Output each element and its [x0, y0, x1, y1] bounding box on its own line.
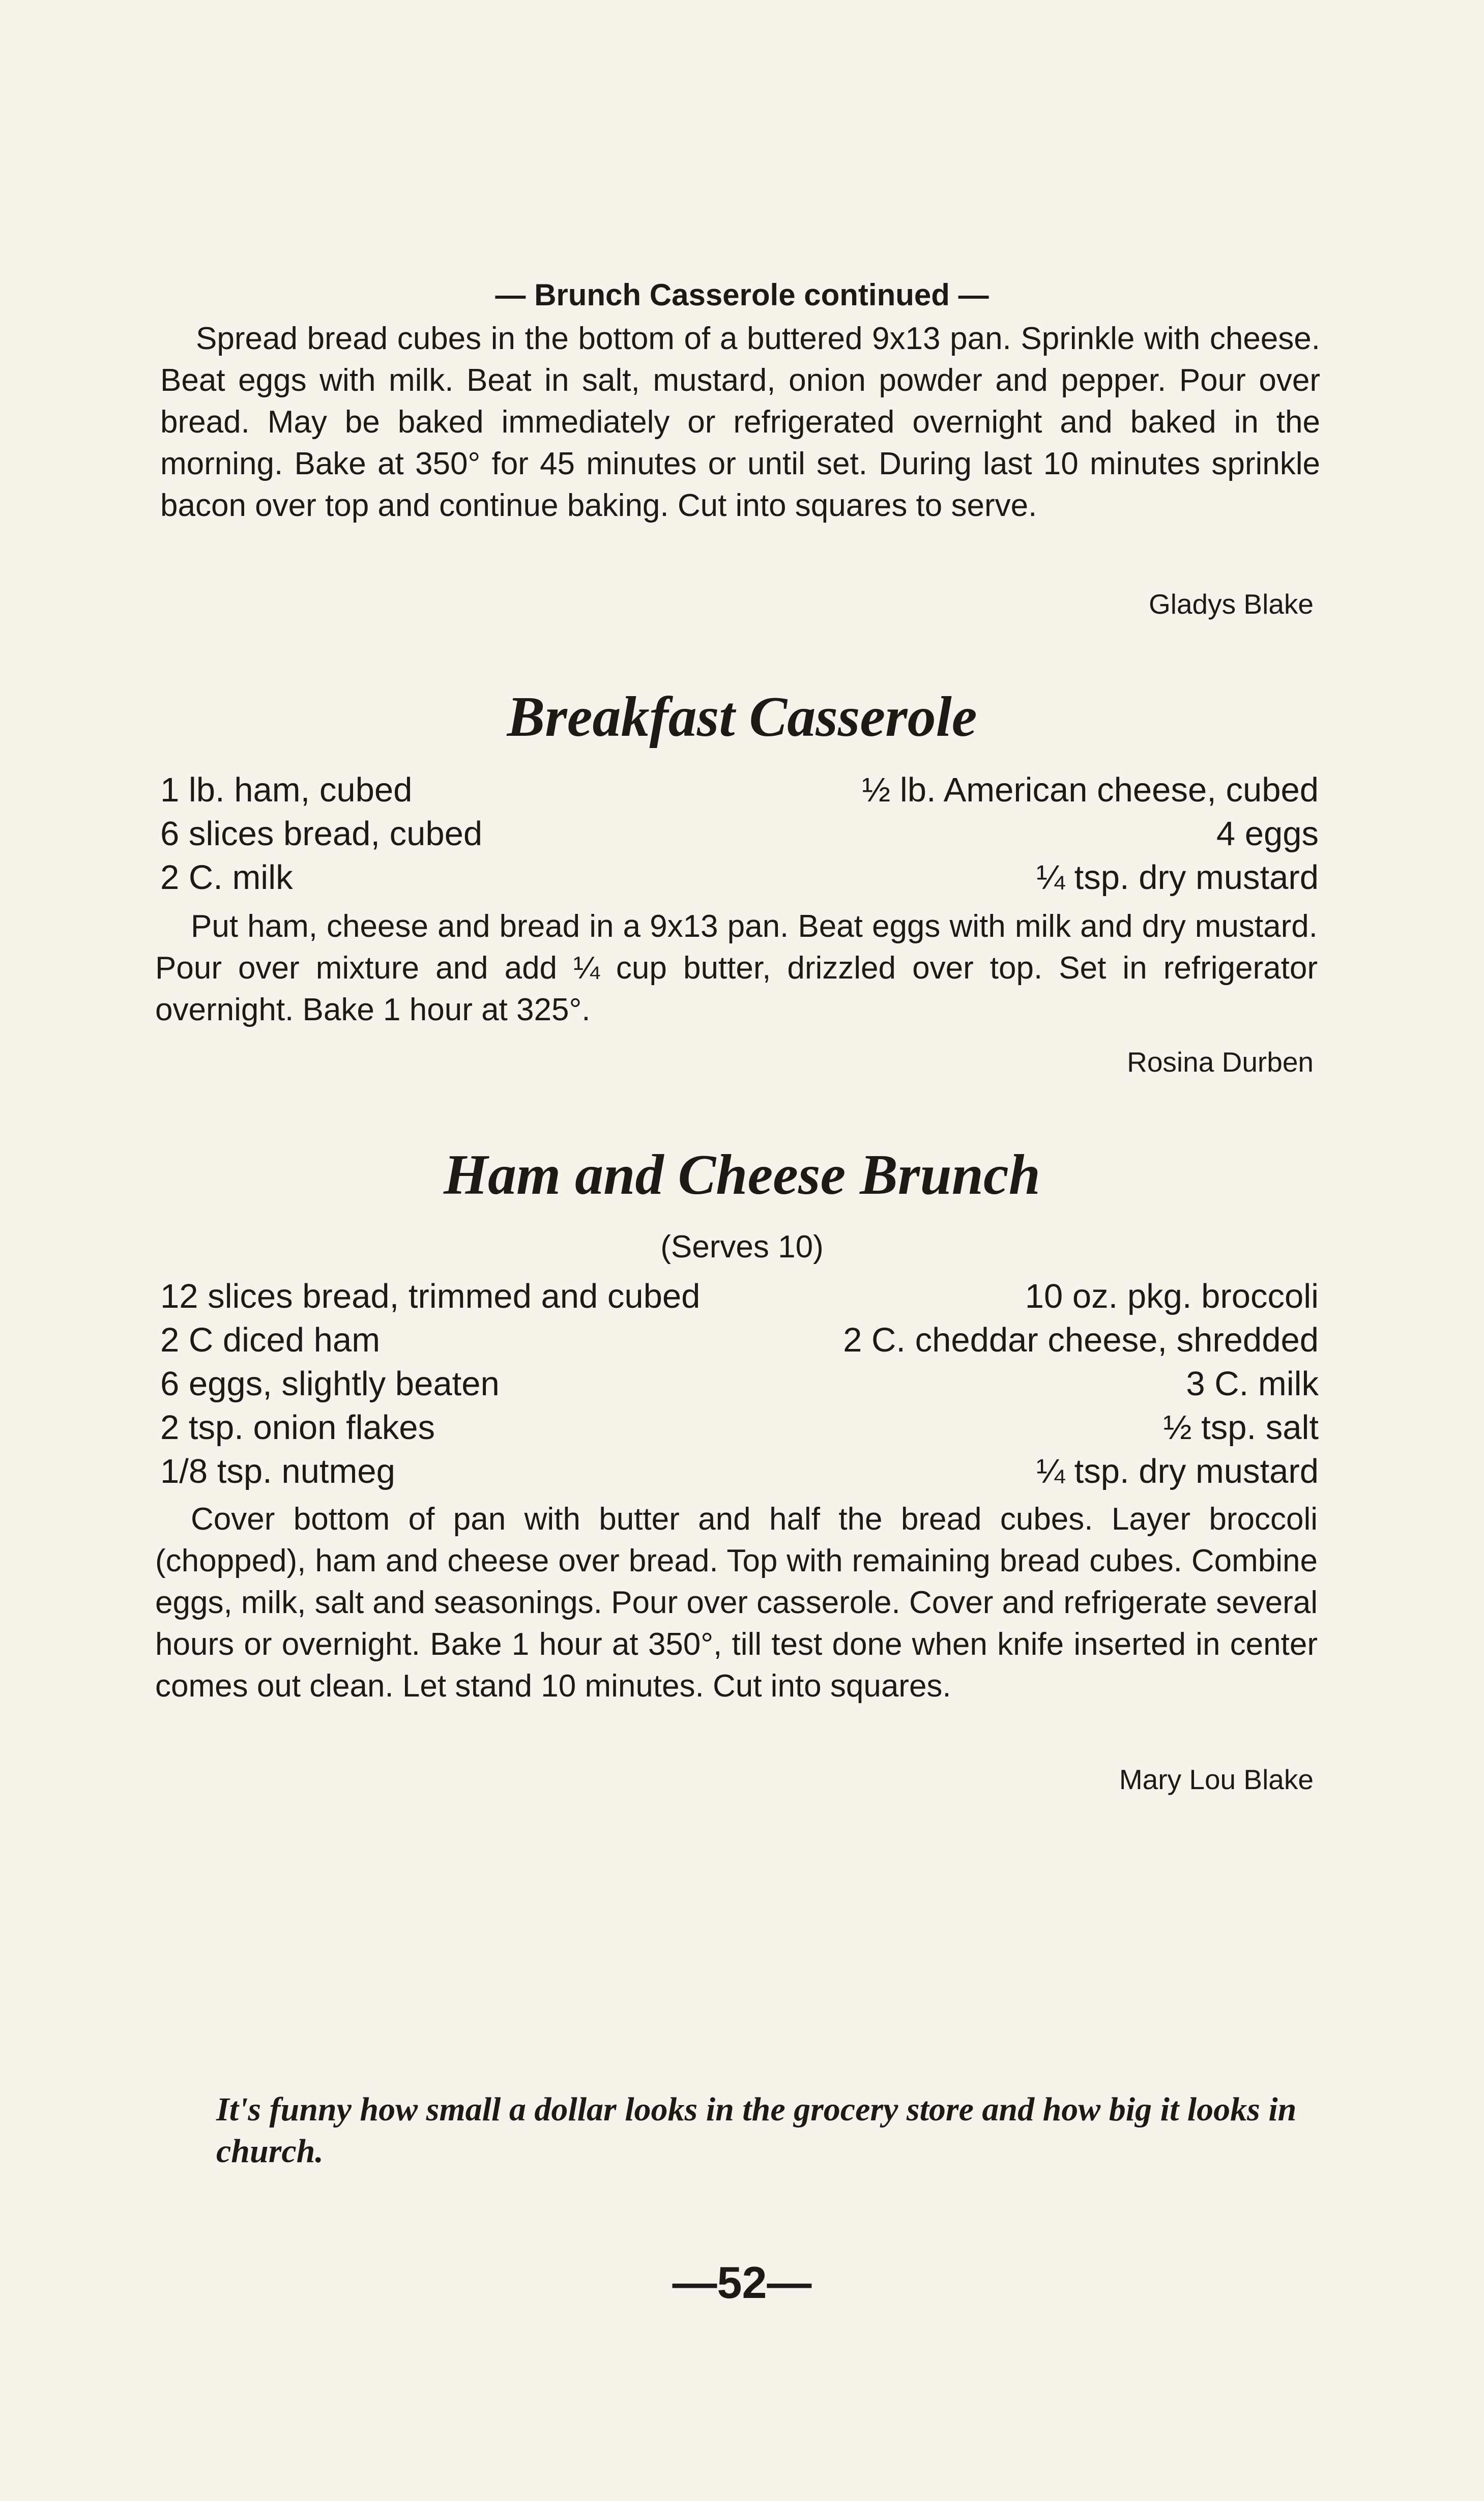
- ingredient-right: 3 C. milk: [1186, 1365, 1319, 1403]
- ingredient-left: 6 eggs, slightly beaten: [160, 1365, 500, 1403]
- ingredient-left: 12 slices bread, trimmed and cubed: [160, 1277, 701, 1315]
- ingredient-left: 6 slices bread, cubed: [160, 815, 483, 853]
- breakfast-casserole-title: Breakfast Casserole: [507, 685, 977, 749]
- breakfast-casserole-credit: Rosina Durben: [1127, 1046, 1314, 1078]
- continued-header: — Brunch Casserole continued —: [495, 278, 989, 312]
- ingredient-left: 2 tsp. onion flakes: [160, 1408, 435, 1447]
- ham-cheese-brunch-credit: Mary Lou Blake: [1119, 1764, 1314, 1795]
- ingredient-row: [160, 1406, 1319, 1450]
- serves-note: (Serves 10): [660, 1229, 824, 1264]
- ingredient-row: [160, 1450, 1319, 1493]
- ingredient-row: [160, 812, 1319, 856]
- ingredient-row: [160, 1318, 1319, 1362]
- ingredient-right: 10 oz. pkg. broccoli: [1025, 1277, 1319, 1315]
- brunch-continued-directions: Spread bread cubes in the bottom of a buttered 9x13 pan. Sprinkle with cheese. Beat eggs with milk. Beat in salt, mustard, onion powder and pepper. Pour over bread. May be baked immediately or refrigerated overnight and baked in the morning. Bake at 350° for 45 minutes or until set. During last 10 minutes sprinkle bacon over top and continue baking. Cut into squares to serve.: [160, 321, 1320, 523]
- ingredient-right: ½ tsp. salt: [1163, 1408, 1319, 1447]
- ingredient-row: [160, 1362, 1319, 1406]
- ingredient-left: 1 lb. ham, cubed: [160, 771, 413, 809]
- closing-quote: It's funny how small a dollar looks in the grocery store and how big it looks in church.: [216, 2091, 1297, 2170]
- ingredient-right: ½ lb. American cheese, cubed: [862, 771, 1319, 809]
- ingredient-right: ¼ tsp. dry mustard: [1036, 1452, 1319, 1490]
- ingredient-right: 2 C. cheddar cheese, shredded: [843, 1321, 1319, 1359]
- ingredient-right: ¼ tsp. dry mustard: [1036, 858, 1319, 897]
- ham-cheese-brunch-directions: Cover bottom of pan with butter and half the bread cubes. Layer broccoli (chopped), ham and cheese over bread. Top with remaining bread cubes. Combine eggs, milk, salt and seasonings. Pour over casserole. Cover and refrigerate several hours or overnight. Bake 1 hour at 350°, till test done when knife inserted in center comes out clean. Let stand 10 minutes. Cut into squares.: [155, 1502, 1318, 1704]
- ingredient-row: [160, 1275, 1319, 1318]
- brunch-credit: Gladys Blake: [1148, 588, 1314, 620]
- ingredient-left: 2 C diced ham: [160, 1321, 380, 1359]
- ham-cheese-brunch-title: Ham and Cheese Brunch: [443, 1143, 1041, 1206]
- ingredient-left: 2 C. milk: [160, 858, 293, 897]
- page-number: —52—: [672, 2257, 812, 2308]
- ingredient-right: 4 eggs: [1216, 815, 1319, 853]
- ingredient-row: [160, 856, 1319, 900]
- breakfast-casserole-directions: Put ham, cheese and bread in a 9x13 pan. Beat eggs with milk and dry mustard. Pour over mixture and add ¼ cup butter, drizzled over top. Set in refrigerator overnight. Bake 1 hour at 325°.: [155, 909, 1318, 1027]
- ingredient-left: 1/8 tsp. nutmeg: [160, 1452, 395, 1490]
- ingredient-row: [160, 768, 1319, 812]
